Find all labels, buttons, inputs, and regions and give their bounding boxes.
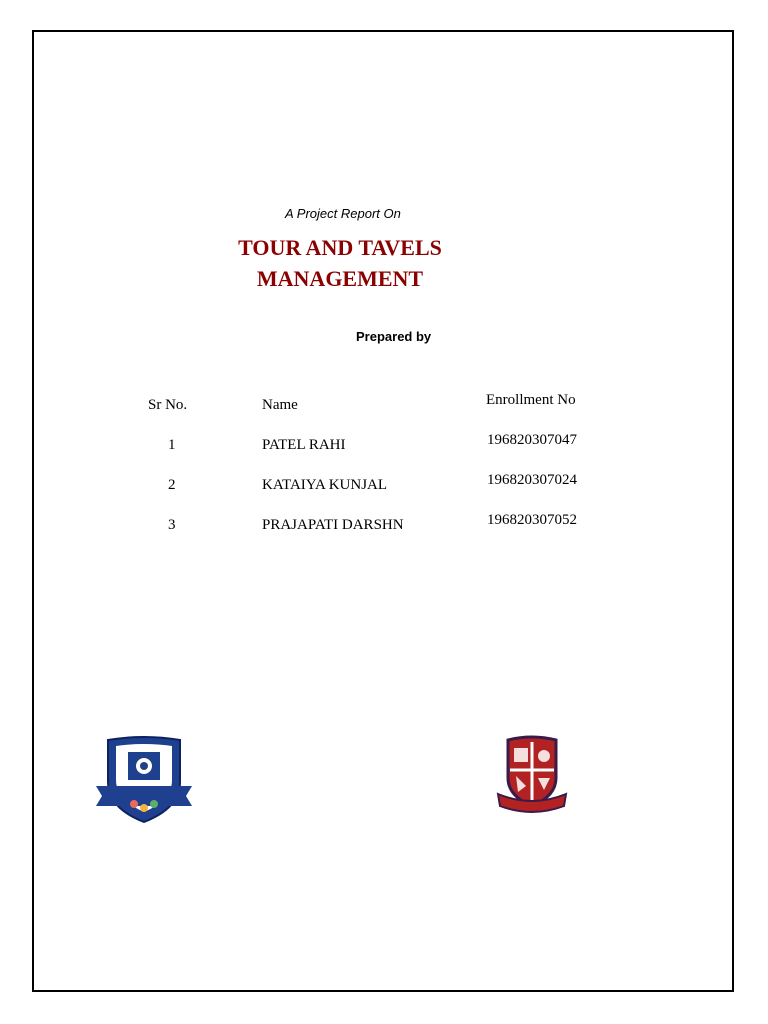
header-enrollment: Enrollment No bbox=[486, 392, 576, 408]
page-border bbox=[32, 30, 734, 992]
university-crest-shield-icon bbox=[494, 734, 570, 819]
college-crest-shield-icon bbox=[94, 736, 194, 829]
prepared-by-label: Prepared by bbox=[356, 329, 432, 344]
row-2-enrollment: 196820307024 bbox=[487, 472, 577, 488]
row-1-sr: 1 bbox=[168, 437, 176, 453]
row-3-name: PRAJAPATI DARSHN bbox=[262, 517, 404, 533]
report-title-line-2: MANAGEMENT bbox=[256, 266, 424, 291]
report-pre-title: A Project Report On bbox=[285, 206, 401, 221]
report-title bbox=[200, 232, 480, 294]
row-1-name: PATEL RAHI bbox=[262, 437, 346, 453]
row-3-sr: 3 bbox=[168, 517, 176, 533]
row-3-enrollment: 196820307052 bbox=[487, 512, 577, 528]
header-sr-no: Sr No. bbox=[148, 397, 188, 413]
row-1-enrollment: 196820307047 bbox=[487, 432, 577, 448]
row-2-sr: 2 bbox=[168, 477, 176, 493]
report-title-line-1: TOUR AND TAVELS bbox=[238, 235, 442, 260]
row-2-name: KATAIYA KUNJAL bbox=[262, 477, 388, 493]
header-name: Name bbox=[262, 397, 298, 413]
